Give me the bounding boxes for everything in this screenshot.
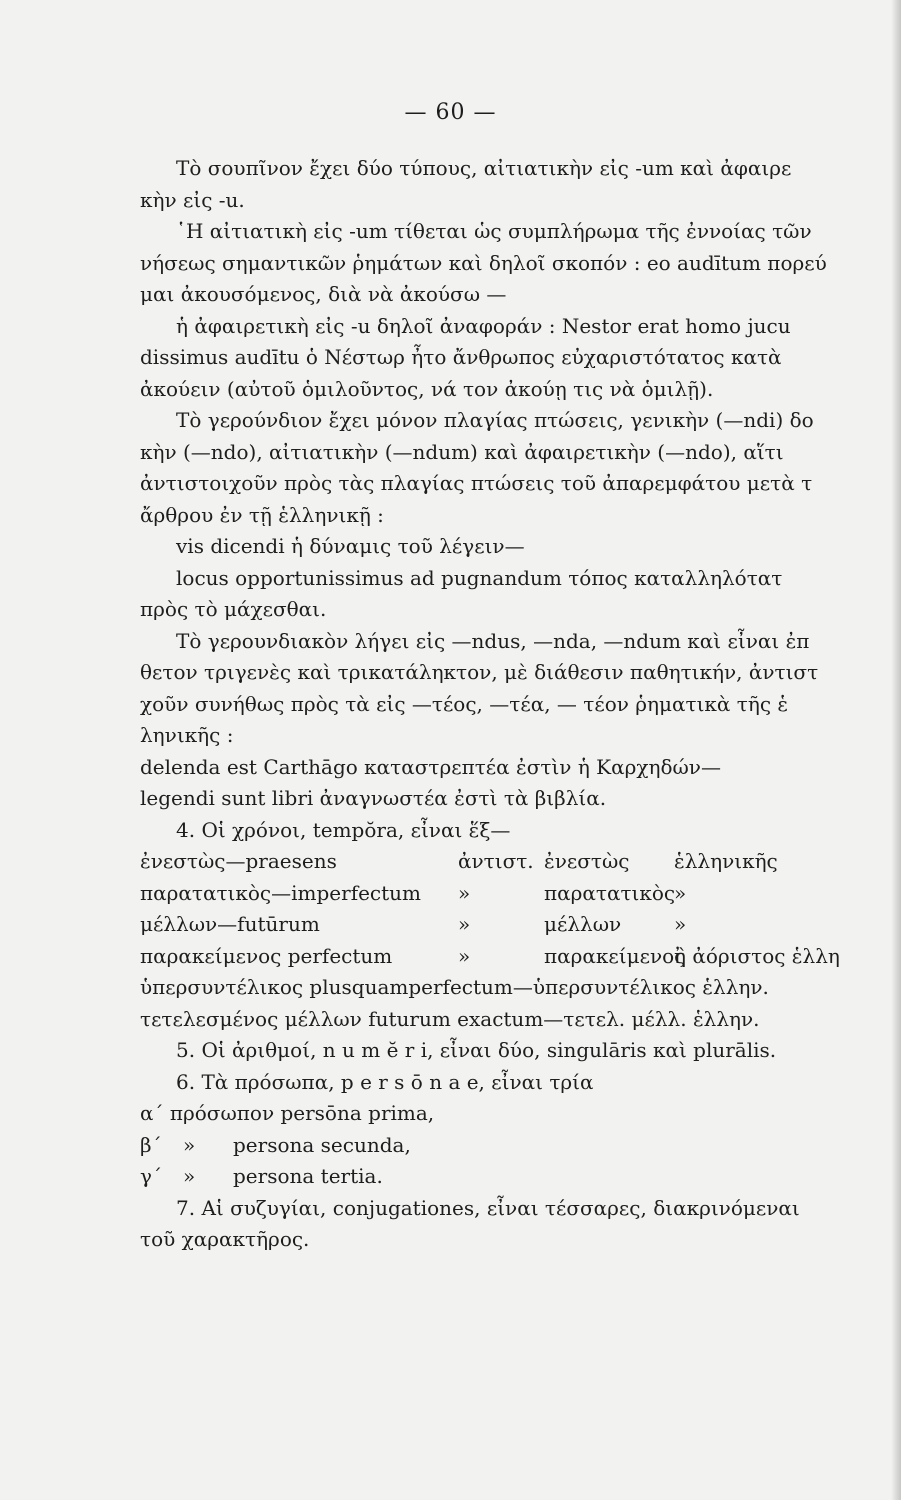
tense-mark: » <box>458 880 471 905</box>
tense-row <box>140 909 901 941</box>
tense-extra: » <box>674 880 687 905</box>
page-number: — 60 — <box>404 100 497 125</box>
text-line: locus opportunissimus ad pugnandum τόπος καταλληλότατ <box>176 565 783 590</box>
text-line: ἡ ἀφαιρετικὴ εἰς -u δηλοῖ ἀναφοράν : Nestor erat homo jucu <box>176 313 791 338</box>
text-line: τετελεσμένος μέλλων futurum exactum—τετελ. μέλλ. ἑλλην. <box>140 1006 760 1031</box>
text-line: 4. Οἱ χρόνοι, tempŏra, εἶναι ἕξ— <box>176 817 511 842</box>
text-line: ληνικῆς : <box>140 723 234 747</box>
text-line: ἀντιστοιχοῦν πρὸς τὰς πλαγίας πτώσεις τοῦ ἀπαρεμφάτου μετὰ τ <box>140 471 813 495</box>
text-line: Τὸ γερούνδιον ἔχει μόνον πλαγίας πτώσεις, γενικὴν (—ndi) δο <box>176 408 814 432</box>
text-line: νήσεως σημαντικῶν ῥημάτων καὶ δηλοῖ σκοπόν : eo audītum πορεύ <box>140 250 827 275</box>
person-ditto: » <box>183 1132 196 1157</box>
tense-extra: ἢ ἀόριστος ἑλλη <box>674 943 840 968</box>
text-line: 5. Οἱ ἀριθμοί, n u m ĕ r i, εἶναι δύο, singulāris καὶ plurālis. <box>176 1038 777 1062</box>
person-ditto: » <box>183 1164 196 1188</box>
text-line: θετον τριγενὲς καὶ τρικατάληκτον, μὲ διάθεσιν παθητικήν, ἀντιστ <box>140 660 819 684</box>
person-row <box>140 1161 901 1193</box>
text-line: legendi sunt libri ἀναγνωστέα ἐστὶ τὰ βιβλία. <box>140 786 607 810</box>
tense-mark: ἀντιστ. <box>458 849 534 873</box>
tense-latin: ἐνεστὼς—praesens <box>140 849 337 873</box>
person-row <box>140 1130 901 1162</box>
text-line: τοῦ χαρακτῆρος. <box>140 1227 310 1251</box>
tense-greek: παρατατικὸς <box>544 880 676 905</box>
tense-latin: παρατατικὸς—imperfectum <box>140 880 422 905</box>
tense-greek: παρακείμενος <box>544 943 686 968</box>
text-line: Τὸ γερουνδιακὸν λήγει εἰς —ndus, —nda, —ndum καὶ εἶναι ἐπ <box>176 628 810 653</box>
tense-latin: μέλλων—futūrum <box>140 912 320 936</box>
tense-row <box>140 941 901 973</box>
text-line: χοῦν συνήθως πρὸς τὰ εἰς —τέος, —τέα, — τέον ῥηματικὰ τῆς ἑ <box>140 691 789 716</box>
tense-greek: μέλλων <box>544 912 622 936</box>
text-line: πρὸς τὸ μάχεσθαι. <box>140 597 327 621</box>
text-line: ῾Η αἰτιατικὴ εἰς -um τίθεται ὡς συμπλήρωμα τῆς ἐννοίας τῶν <box>176 219 812 243</box>
text-line: 6. Τὰ πρόσωπα, p e r s ō n a e, εἶναι τρία <box>176 1069 594 1094</box>
page-body <box>140 153 901 1256</box>
text-line: κὴν εἰς -u. <box>140 187 245 212</box>
text-line: delenda est Carthāgo καταστρεπτέα ἐστὶν ἡ Καρχηδών— <box>140 754 721 779</box>
text-line: ἀκούειν (αὐτοῦ ὁμιλοῦντος, νά τον ἀκούῃ τις νὰ ὁμιλῇ). <box>140 376 714 401</box>
text-line: κὴν (—ndo), αἰτιατικὴν (—ndum) καὶ ἀφαιρετικὴν (—ndo), αἵτι <box>140 439 784 464</box>
person-name: persona secunda, <box>233 1132 411 1157</box>
tense-row <box>140 878 901 910</box>
person-name: persona tertia. <box>233 1164 383 1188</box>
tense-mark: » <box>458 943 471 968</box>
text-line: ὑπερσυντέλικος plusquamperfectum—ὑπερσυντέλικος ἑλλην. <box>140 975 769 999</box>
text-line: μαι ἀκουσόμενος, διὰ νὰ ἀκούσω — <box>140 282 507 306</box>
tense-extra: » <box>674 912 687 936</box>
text-line: Τὸ σουπῖνον ἔχει δύο τύπους, αἰτιατικὴν εἰς -um καὶ ἀφαιρε <box>176 156 792 180</box>
tense-mark: » <box>458 912 471 936</box>
person-ordinal: β΄ <box>140 1132 162 1157</box>
tense-greek: ἐνεστὼς <box>544 849 630 873</box>
tense-latin: παρακείμενος perfectum <box>140 943 393 968</box>
text-line: dissimus audītu ὁ Νέστωρ ἦτο ἄνθρωπος εὐχαριστότατος κατὰ <box>140 345 782 369</box>
text-line: ἄρθρου ἐν τῇ ἑλληνικῇ : <box>140 502 384 527</box>
text-line: 7. Αἱ συζυγίαι, conjugationes, εἶναι τέσσαρες, διακρινόμεναι <box>176 1195 800 1220</box>
text-line: α΄ πρόσωπον persōna prima, <box>140 1101 435 1125</box>
text-line: vis dicendi ἡ δύναμις τοῦ λέγειν— <box>176 534 525 558</box>
tense-row <box>140 846 901 878</box>
tense-extra: ἑλληνικῆς <box>674 849 778 873</box>
person-ordinal: γ΄ <box>140 1164 162 1188</box>
